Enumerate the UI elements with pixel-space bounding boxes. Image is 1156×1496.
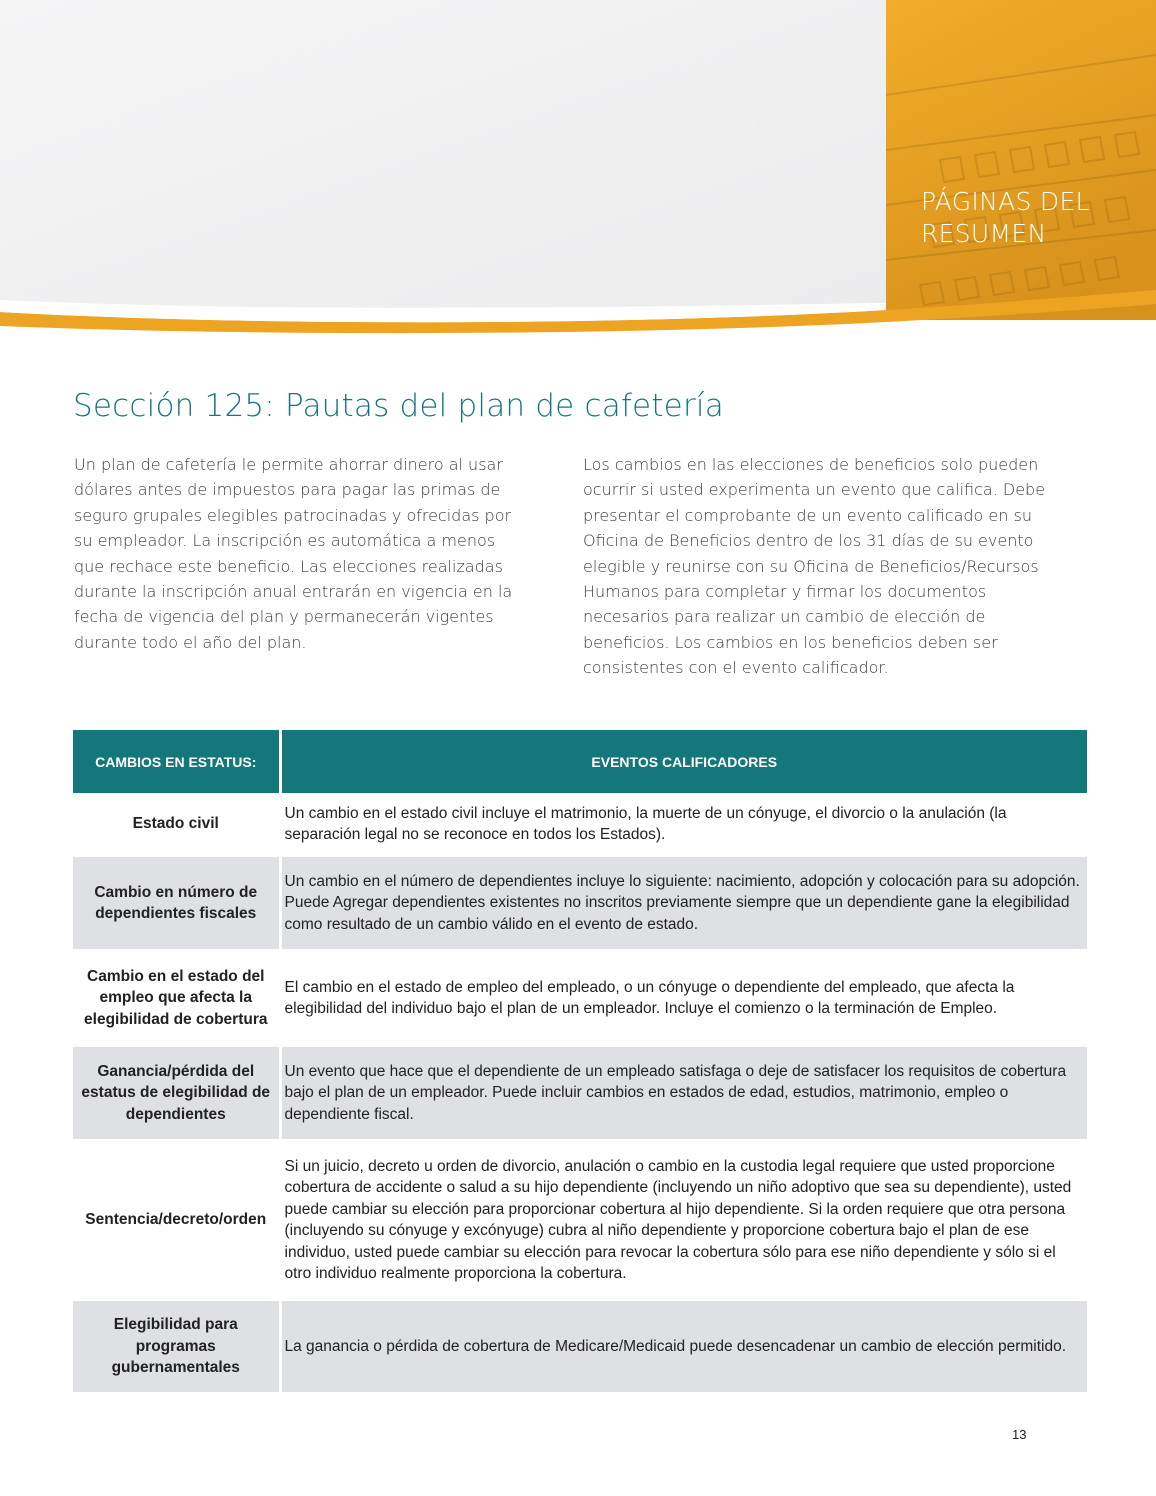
event-cell: Si un juicio, decreto u orden de divorcio, anulación o cambio en la custodia legal requiere que usted proporcione cobertura de accidente o salud a su hijo dependiente (incluyendo un niño adoptivo que sea su dependiente), usted puede cambiar su elección para proporcionar cobertura al hijo dependiente. Si la orden requiere que otra persona (incluyendo su cónyuge y excónyuge) cubra al niño dependiente y proporcione cobertura bajo el plan de ese individuo, usted puede cambiar su elección para revocar la cobertura sólo para ese niño dependiente y sólo si el otro individuo realmente proporciona la cobertura. bbox=[280, 1140, 1087, 1300]
keyboard-photo bbox=[886, 0, 1156, 320]
event-cell: La ganancia o pérdida de cobertura de Medicare/Medicaid puede desencadenar un cambio de elección permitido. bbox=[280, 1300, 1087, 1392]
intro-left-paragraph: Un plan de cafetería le permite ahorrar dinero al usar dólares antes de impuestos para pagar las primas de seguro grupales elegibles patrocinadas y ofrecidas por su empleador. La inscripción es automática a menos que rechace este beneficio. Las elecciones realizadas durante la inscripción anual entrarán en vigencia en la fecha de vigencia del plan y permanecerán vigentes durante todo el año del plan. bbox=[74, 455, 513, 652]
banner-title-line2: RESUMEN bbox=[921, 219, 1047, 248]
table-row bbox=[73, 793, 1087, 856]
status-cell: Cambio en el estado del empleo que afecta la elegibilidad de cobertura bbox=[73, 950, 280, 1046]
banner-title bbox=[921, 186, 1141, 250]
table-row bbox=[73, 856, 1087, 950]
column-header-status: CAMBIOS EN ESTATUS: bbox=[73, 730, 280, 793]
status-cell: Cambio en número de dependientes fiscales bbox=[73, 856, 280, 950]
header-banner bbox=[0, 0, 1156, 340]
status-cell: Elegibilidad para programas gubernamentales bbox=[73, 1300, 280, 1392]
status-cell: Estado civil bbox=[73, 793, 280, 856]
event-cell: Un cambio en el número de dependientes incluye lo siguiente: nacimiento, adopción y colocación para su adopción. Puede Agregar dependientes existentes no inscritos previamente siempre que un dependiente gane la elegibilidad como resultado de un cambio válido en el evento de estado. bbox=[280, 856, 1087, 950]
status-cell: Sentencia/decreto/orden bbox=[73, 1140, 280, 1300]
table-row bbox=[73, 1140, 1087, 1300]
event-cell: El cambio en el estado de empleo del empleado, o un cónyuge o dependiente del empleado, que afecta la elegibilidad del individuo bajo el plan de un empleador. Incluye el comienzo o la terminación de Empleo. bbox=[280, 950, 1087, 1046]
table-row bbox=[73, 1046, 1087, 1140]
event-cell: Un cambio en el estado civil incluye el matrimonio, la muerte de un cónyuge, el divorcio o la anulación (la separación legal no se reconoce en todos los Estados). bbox=[280, 793, 1087, 856]
table-row bbox=[73, 950, 1087, 1046]
table-row bbox=[73, 1300, 1087, 1392]
banner-title-line1: PÁGINAS DEL bbox=[921, 187, 1090, 216]
column-header-events: EVENTOS CALIFICADORES bbox=[280, 730, 1087, 793]
qualifying-events-table bbox=[73, 730, 1087, 1392]
banner-graphic bbox=[0, 0, 1156, 340]
intro-right-paragraph: Los cambios en las elecciones de beneficios solo pueden ocurrir si usted experimenta un evento que califica. Debe presentar el comprobante de un evento calificado en su Oficina de Beneficios dentro de los 31 días de su evento elegible y reunirse con su Oficina de Beneficios/Recursos Humanos para completar y firmar los documentos necesarios para realizar un cambio de elección de beneficios. Los cambios en los beneficios deben ser consistentes con el evento calificador. bbox=[583, 455, 1046, 678]
table-header-row bbox=[73, 730, 1087, 793]
event-cell: Un evento que hace que el dependiente de un empleado satisfaga o deje de satisfacer los requisitos de cobertura bajo el plan de un empleador. Puede incluir cambios en estados de edad, estudios, matrimonio, empleo o dependiente fiscal. bbox=[280, 1046, 1087, 1140]
status-cell: Ganancia/pérdida del estatus de elegibilidad de dependientes bbox=[73, 1046, 280, 1140]
grey-panel bbox=[0, 0, 886, 308]
section-title: Sección 125: Pautas del plan de cafetería bbox=[73, 388, 724, 424]
page-number: 13 bbox=[1012, 1427, 1027, 1442]
